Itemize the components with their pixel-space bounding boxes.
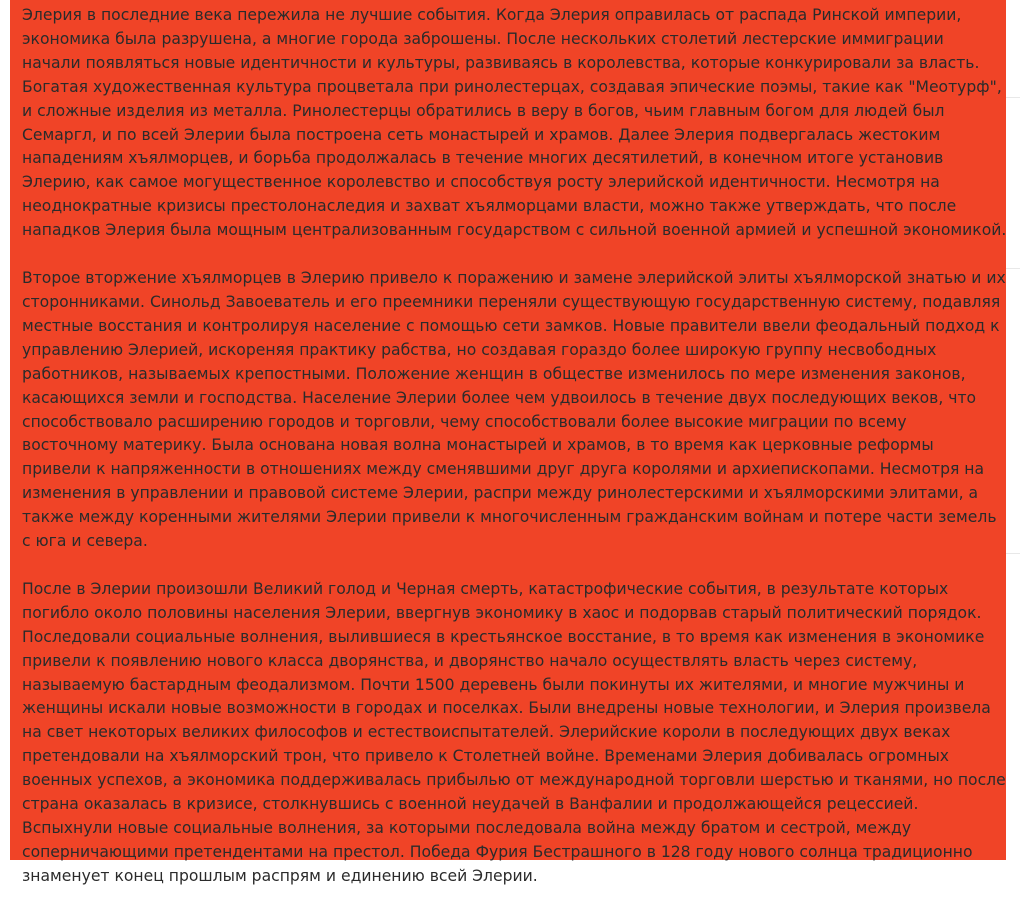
article-body	[22, 4, 1007, 913]
table-edge-line	[1006, 268, 1020, 269]
article-paragraph-2: Второе вторжение хъялморцев в Элерию привело к поражению и замене элерийской элиты хъялморской знатью и их сторонниками. Синольд Завоеватель и его преемники переняли существующую государственную систему, подавляя местные восстания и контролируя население с помощью сети замков. Новые правители ввели феодальный подход к управлению Элерией, искореняя практику рабства, но создавая гораздо более широкую группу несвободных работников, называемых крепостными. Положение женщин в обществе изменилось по мере изменения законов, касающихся земли и господства. Население Элерии более чем удвоилось в течение двух последующих веков, что способствовало расширению городов и торговли, чему способствовали более высокие миграции по всему восточному материку. Была основана новая волна монастырей и храмов, в то время как церковные реформы привели к напряженности в отношениях между сменявшими друг друга королями и архиепископами. Несмотря на изменения в управлении и правовой системе Элерии, распри между ринолестерскими и хъялморскими элитами, а также между коренными жителями Элерии привели к многочисленным гражданским войнам и потере части земель с юга и севера.	[22, 269, 1006, 551]
article-paragraph-3: После в Элерии произошли Великий голод и Черная смерть, катастрофические события, в результате которых погибло около половины населения Элерии, ввергнув экономику в хаос и подорвав старый политический порядок. Последовали социальные волнения, вылившиеся в крестьянское восстание, в то время как изменения в экономике привели к появлению нового класса дворянства, и дворянство начало осуществлять власть через систему, называемую бастардным феодализмом. Почти 1500 деревень были покинуты их жителями, и многие мужчины и женщины искали новые возможности в городах и поселках. Были внедрены новые технологии, и Элерия произвела на свет некоторых великих философов и естествоиспытателей. Элерийские короли в последующих двух веках претендовали на хъялморский трон, что привело к Столетней войне. Временами Элерия добивалась огромных военных успехов, а экономика поддерживалась прибылью от международной торговли шерстью и тканями, но после страна оказалась в кризисе, столкнувшись с военной неудачей в Ванфалии и продолжающейся рецессией. Вспыхнули новые социальные волнения, за которыми последовала война между братом и сестрой, между соперничающими претендентами на престол. Победа Фурия Бестрашного в 128 году нового солнца традиционно знаменует конец прошлым распрям и единению всей Элерии.	[22, 579, 1006, 885]
selected-text-highlight[interactable]	[10, 0, 1007, 885]
table-edge-line	[1006, 553, 1020, 554]
article-paragraph-1: Элерия в последние века пережила не лучшие события. Когда Элерия оправилась от распада Ринской империи, экономика была разрушена, а многие города заброшены. После нескольких столетий лестерские иммиграции начали появляться новые идентичности и культуры, развиваясь в королевства, которые конкурировали за власть. Богатая художественная культура процветала при ринолестерцах, создавая эпические поэмы, такие как "Меотурф", и сложные изделия из металла. Ринолестерцы обратились в веру в богов, чьим главным богом для людей был Семаргл, и по всей Элерии была построена сеть монастырей и храмов. Далее Элерия подвергалась жестоким нападениям хъялморцев, и борьба продолжалась в течение многих десятилетий, в конечном итоге установив Элерию, как самое могущественное королевство и способствуя росту элерийской идентичности. Несмотря на неоднократные кризисы престолонаследия и захват хъялморцами власти, можно также утверждать, что после нападков Элерия была мощным централизованным государством с сильной военной армией и успешной экономикой.	[22, 6, 1007, 240]
table-edge-line	[1006, 97, 1020, 98]
